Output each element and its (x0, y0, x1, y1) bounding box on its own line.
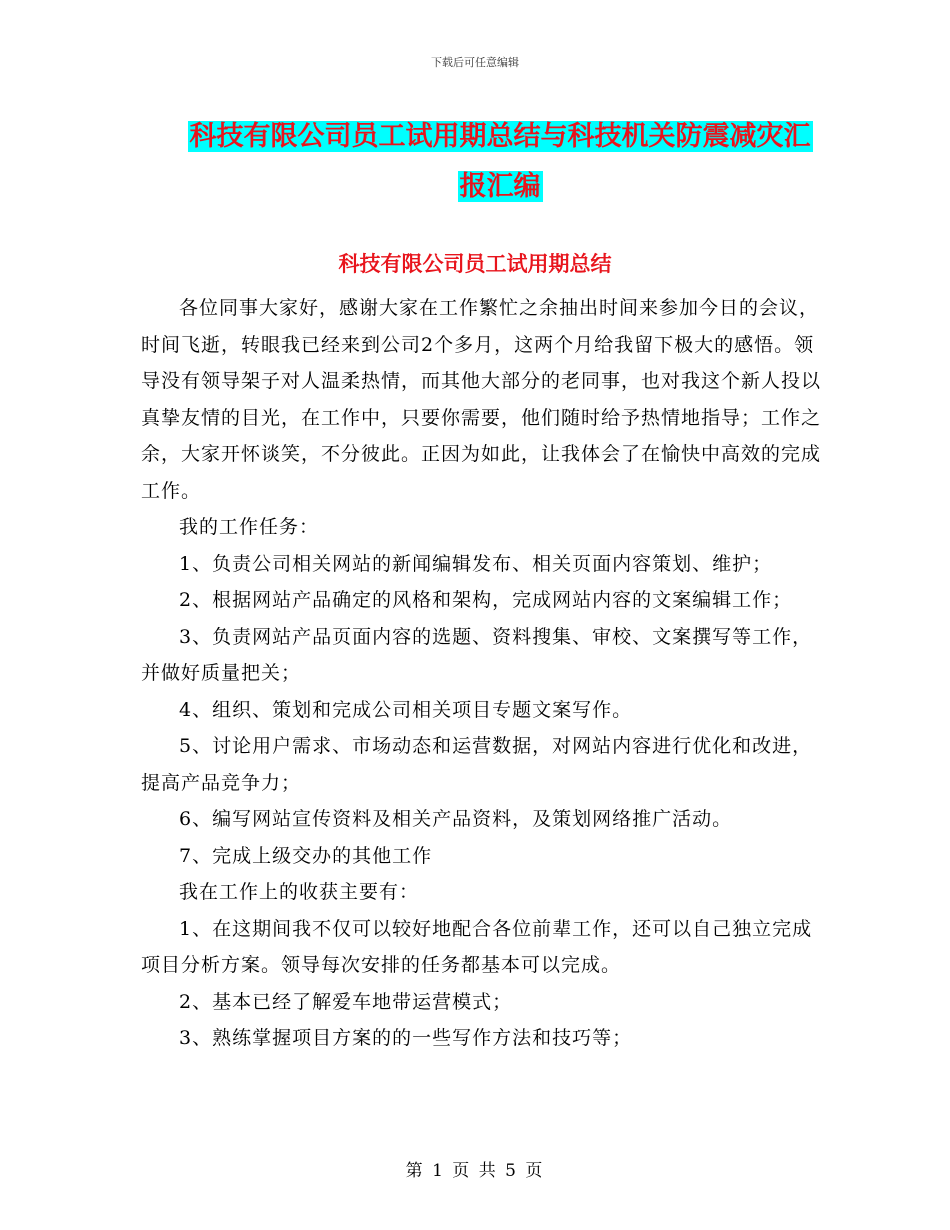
paragraph-task-6: 6、编写网站宣传资料及相关产品资料，及策划网络推广活动。 (179, 808, 733, 830)
body-text (141, 290, 821, 1057)
document-title (150, 112, 850, 212)
paragraph-gain-2: 2、基本已经了解爱车地带运营模式； (179, 990, 513, 1013)
section-title: 科技有限公司员工试用期总结 (338, 252, 612, 276)
paragraph-intro: 各位同事大家好，感谢大家在工作繁忙之余抽出时间来参加今日的会议，时间飞逝，转眼我已经来到公司2个多月，这两个月给我留下极大的感悟。领导没有领导架子对人温柔热情，而其他大部分的老同事，也对我这个新人投以真挚友情的目光，在工作中，只要你需要，他们随时给予热情地指导；工作之余，大家开怀谈笑，不分彼此。正因为如此，让我体会了在愉快中高效的完成工作。 (141, 297, 822, 502)
document-title-line-2: 报汇编 (459, 171, 541, 202)
paragraph-task-7: 7、完成上级交办的其他工作 (179, 844, 433, 867)
paragraph-gain-3: 3、熟练掌握项目方案的的一些写作方法和技巧等； (179, 1027, 633, 1049)
paragraph-task-3: 3、负责网站产品页面内容的选题、资料搜集、审校、文案撰写等工作，并做好质量把关； (141, 625, 813, 684)
paragraph-task-1: 1、负责公司相关网站的新闻编辑发布、相关页面内容策划、维护； (179, 552, 773, 575)
page-footer: 第 1 页 共 5 页 (405, 1161, 545, 1181)
document-title-line-1: 科技有限公司员工试用期总结与科技机关防震减灾汇 (189, 121, 811, 152)
paragraph-task-4: 4、组织、策划和完成公司相关项目专题文案写作。 (179, 698, 633, 721)
paragraph-task-2: 2、根据网站产品确定的风格和架构，完成网站内容的文案编辑工作； (179, 589, 793, 611)
paragraph-gains-heading: 我在工作上的收获主要有： (179, 881, 420, 903)
paragraph-tasks-heading: 我的工作任务： (179, 516, 320, 538)
paragraph-gain-1: 1、在这期间我不仅可以较好地配合各位前辈工作，还可以自己独立完成项目分析方案。领导每次安排的任务都基本可以完成。 (141, 917, 813, 976)
paragraph-task-5: 5、讨论用户需求、市场动态和运营数据，对网站内容进行优化和改进，提高产品竞争力； (141, 735, 813, 794)
header-note: 下载后可任意编辑 (431, 56, 519, 69)
